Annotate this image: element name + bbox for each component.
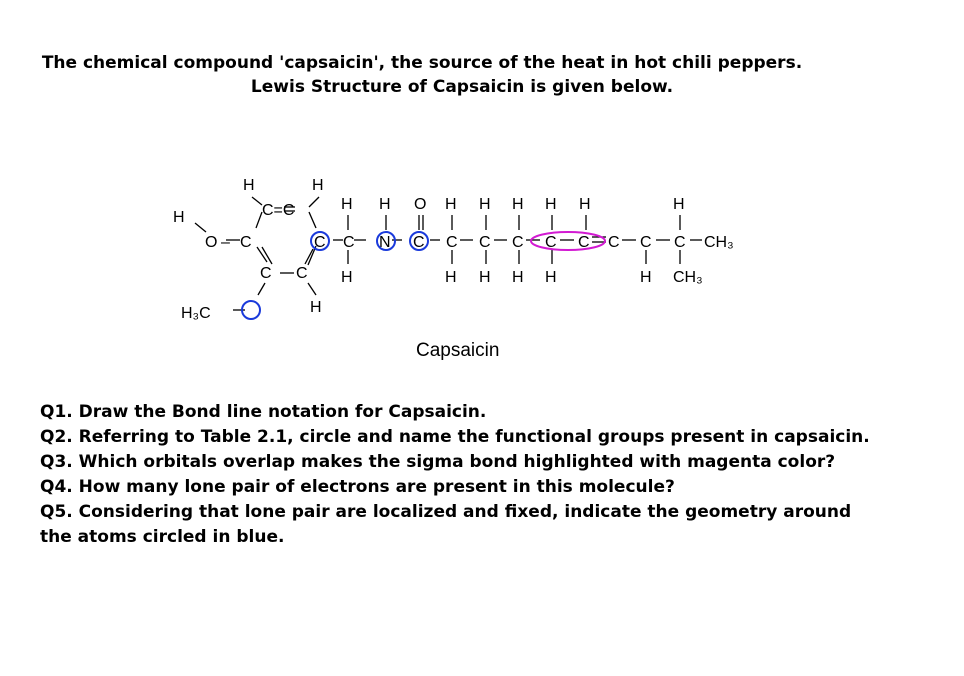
question-4: Q4. How many lone pair of electrons are present in this molecule? (40, 477, 675, 497)
question-5-continued: the atoms circled in blue. (40, 527, 285, 547)
svg-text:N: N (379, 234, 391, 251)
svg-text:C: C (343, 234, 355, 251)
svg-text:H: H (312, 177, 324, 194)
magenta-sigma-bond-highlight (531, 232, 605, 250)
svg-text:C: C (446, 234, 458, 251)
svg-text:H: H (673, 196, 685, 213)
svg-text:C: C (260, 265, 272, 282)
svg-text:H: H (243, 177, 255, 194)
svg-text:C: C (608, 234, 620, 251)
question-3: Q3. Which orbitals overlap makes the sigma bond highlighted with magenta color? (40, 452, 836, 472)
svg-text:H: H (445, 269, 457, 286)
svg-text:H: H (445, 196, 457, 213)
svg-text:O: O (414, 196, 427, 213)
svg-text:H: H (512, 196, 524, 213)
svg-text:H: H (341, 196, 353, 213)
svg-text:C: C (674, 234, 686, 251)
header-line-2: Lewis Structure of Capsaicin is given below. (250, 77, 674, 97)
svg-text:H: H (173, 209, 185, 226)
svg-text:H: H (545, 196, 557, 213)
svg-text:H: H (479, 269, 491, 286)
svg-text:CH₃: CH₃ (673, 269, 703, 286)
svg-text:C: C (314, 234, 326, 251)
capsaicin-structure (0, 150, 964, 370)
question-5: Q5. Considering that lone pair are localized and fixed, indicate the geometry around (40, 502, 852, 522)
svg-text:H: H (341, 269, 353, 286)
svg-text:C: C (512, 234, 524, 251)
svg-text:H: H (640, 269, 652, 286)
svg-text:C: C (545, 234, 557, 251)
svg-text:C: C (578, 234, 590, 251)
figure-caption: Capsaicin (416, 340, 500, 361)
svg-text:H: H (512, 269, 524, 286)
header-line-1: The chemical compound 'capsaicin', the source of the heat in hot chili peppers. (41, 53, 803, 73)
svg-text:H: H (579, 196, 591, 213)
svg-text:C=C: C=C (262, 202, 295, 219)
svg-text:C: C (240, 234, 252, 251)
svg-text:O: O (205, 234, 218, 251)
svg-text:H: H (545, 269, 557, 286)
svg-text:CH₃: CH₃ (704, 234, 734, 251)
svg-text:C: C (413, 234, 425, 251)
svg-text:H: H (479, 196, 491, 213)
svg-text:C: C (479, 234, 491, 251)
svg-text:H: H (379, 196, 391, 213)
svg-text:C: C (640, 234, 652, 251)
svg-text:C: C (296, 265, 308, 282)
svg-text:–: – (221, 234, 230, 251)
question-2: Q2. Referring to Table 2.1, circle and name the functional groups present in capsaicin. (40, 427, 870, 447)
question-1: Q1. Draw the Bond line notation for Capsaicin. (40, 402, 487, 422)
svg-text:H₃C: H₃C (181, 305, 211, 322)
svg-text:H: H (310, 299, 322, 316)
